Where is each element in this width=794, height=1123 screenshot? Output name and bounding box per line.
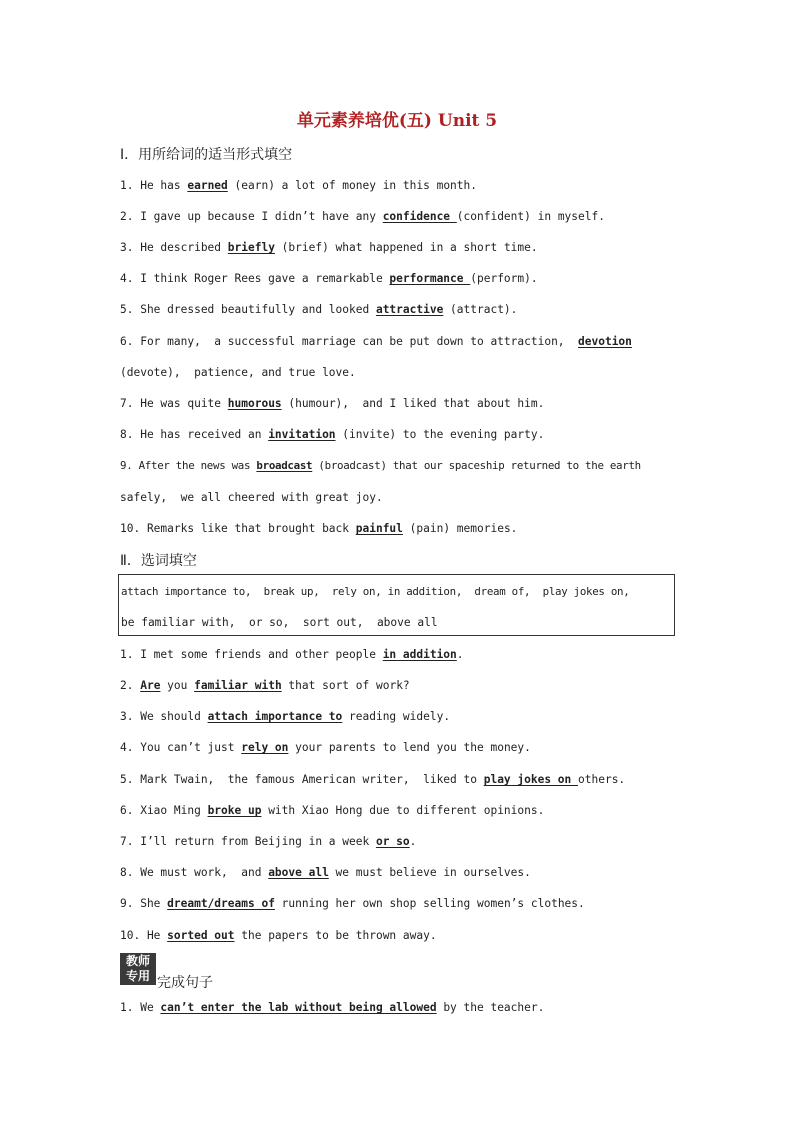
s2-item-2: 2. Are you familiar with that sort of work?: [120, 679, 410, 692]
s2-item-4: 4. You can’t just rely on your parents to lend you the money.: [120, 741, 531, 754]
word-bank-box: [118, 574, 675, 636]
word-bank-line-1: attach importance to, break up, rely on, in addition, dream of, play jokes on,: [121, 585, 630, 598]
answer: attractive: [375, 303, 444, 316]
s1-item-8: 8. He has received an invitation (invite) to the evening party.: [120, 428, 545, 441]
answer: familiar with: [194, 679, 282, 692]
s1-item-6: 6. For many, a successful marriage can be put down to attraction, devotion: [120, 335, 632, 348]
answer: dreamt/dreams of: [167, 897, 275, 910]
s2-item-10: 10. He sorted out the papers to be thrown away.: [120, 929, 437, 942]
s1-item-10: 10. Remarks like that brought back painful (pain) memories.: [120, 522, 518, 535]
teacher-only-badge: 教师 专用: [120, 953, 156, 985]
page-title: 单元素养培优(五) Unit 5: [296, 111, 498, 131]
answer: earned: [187, 179, 228, 192]
s2-item-7: 7. I’ll return from Beijing in a week or so.: [120, 835, 417, 848]
answer: rely on: [241, 741, 289, 754]
word-bank-line-2: be familiar with, or so, sort out, above all: [121, 616, 438, 629]
s1-item-2: 2. I gave up because I didn’t have any confidence (confident) in myself.: [120, 210, 605, 223]
s1-item-5: 5. She dressed beautifully and looked attractive (attract).: [120, 303, 518, 316]
answer: performance: [389, 272, 471, 285]
answer: attach importance to: [207, 710, 343, 723]
s1-item-1: 1. He has earned (earn) a lot of money in this month.: [120, 179, 477, 192]
s2-item-6: 6. Xiao Ming broke up with Xiao Hong due to different opinions.: [120, 804, 545, 817]
answer: or so: [375, 835, 410, 848]
answer: broadcast: [256, 459, 313, 472]
s1-item-3: 3. He described briefly (brief) what happened in a short time.: [120, 241, 538, 254]
answer: humorous: [227, 397, 282, 410]
s1-item-9-cont: safely, we all cheered with great joy.: [120, 491, 383, 504]
s2-item-5: 5. Mark Twain, the famous American writer, liked to play jokes on others.: [120, 773, 626, 786]
answer: invitation: [268, 428, 336, 441]
s2-item-3: 3. We should attach importance to reading widely.: [120, 710, 451, 723]
answer: Are: [140, 679, 161, 692]
section2-heading: Ⅱ．选词填空: [120, 553, 197, 569]
section1-heading: Ⅰ．用所给词的适当形式填空: [120, 147, 293, 163]
answer: painful: [355, 522, 403, 535]
answer: above all: [268, 866, 329, 879]
answer: can’t enter the lab without being allowed: [160, 1001, 437, 1014]
answer: confidence: [382, 210, 457, 223]
s2-item-8: 8. We must work, and above all we must believe in ourselves.: [120, 866, 531, 879]
section3-heading: 完成句子: [157, 975, 213, 991]
answer: in addition: [382, 648, 457, 661]
answer: devotion: [578, 335, 632, 348]
answer: play jokes on: [483, 773, 579, 786]
s2-item-1: 1. I met some friends and other people in addition.: [120, 648, 464, 661]
answer: sorted out: [167, 929, 235, 942]
answer: briefly: [227, 241, 275, 254]
s1-item-7: 7. He was quite humorous (humour), and I liked that about him.: [120, 397, 545, 410]
answer: broke up: [207, 804, 262, 817]
s2-item-9: 9. She dreamt/dreams of running her own shop selling women’s clothes.: [120, 897, 585, 910]
s1-item-4: 4. I think Roger Rees gave a remarkable performance (perform).: [120, 272, 538, 285]
s1-item-6-cont: (devote), patience, and true love.: [120, 366, 356, 379]
s3-item-1: 1. We can’t enter the lab without being allowed by the teacher.: [120, 1001, 545, 1014]
s1-item-9: 9. After the news was broadcast (broadcast) that our spaceship returned to the earth: [120, 459, 641, 472]
